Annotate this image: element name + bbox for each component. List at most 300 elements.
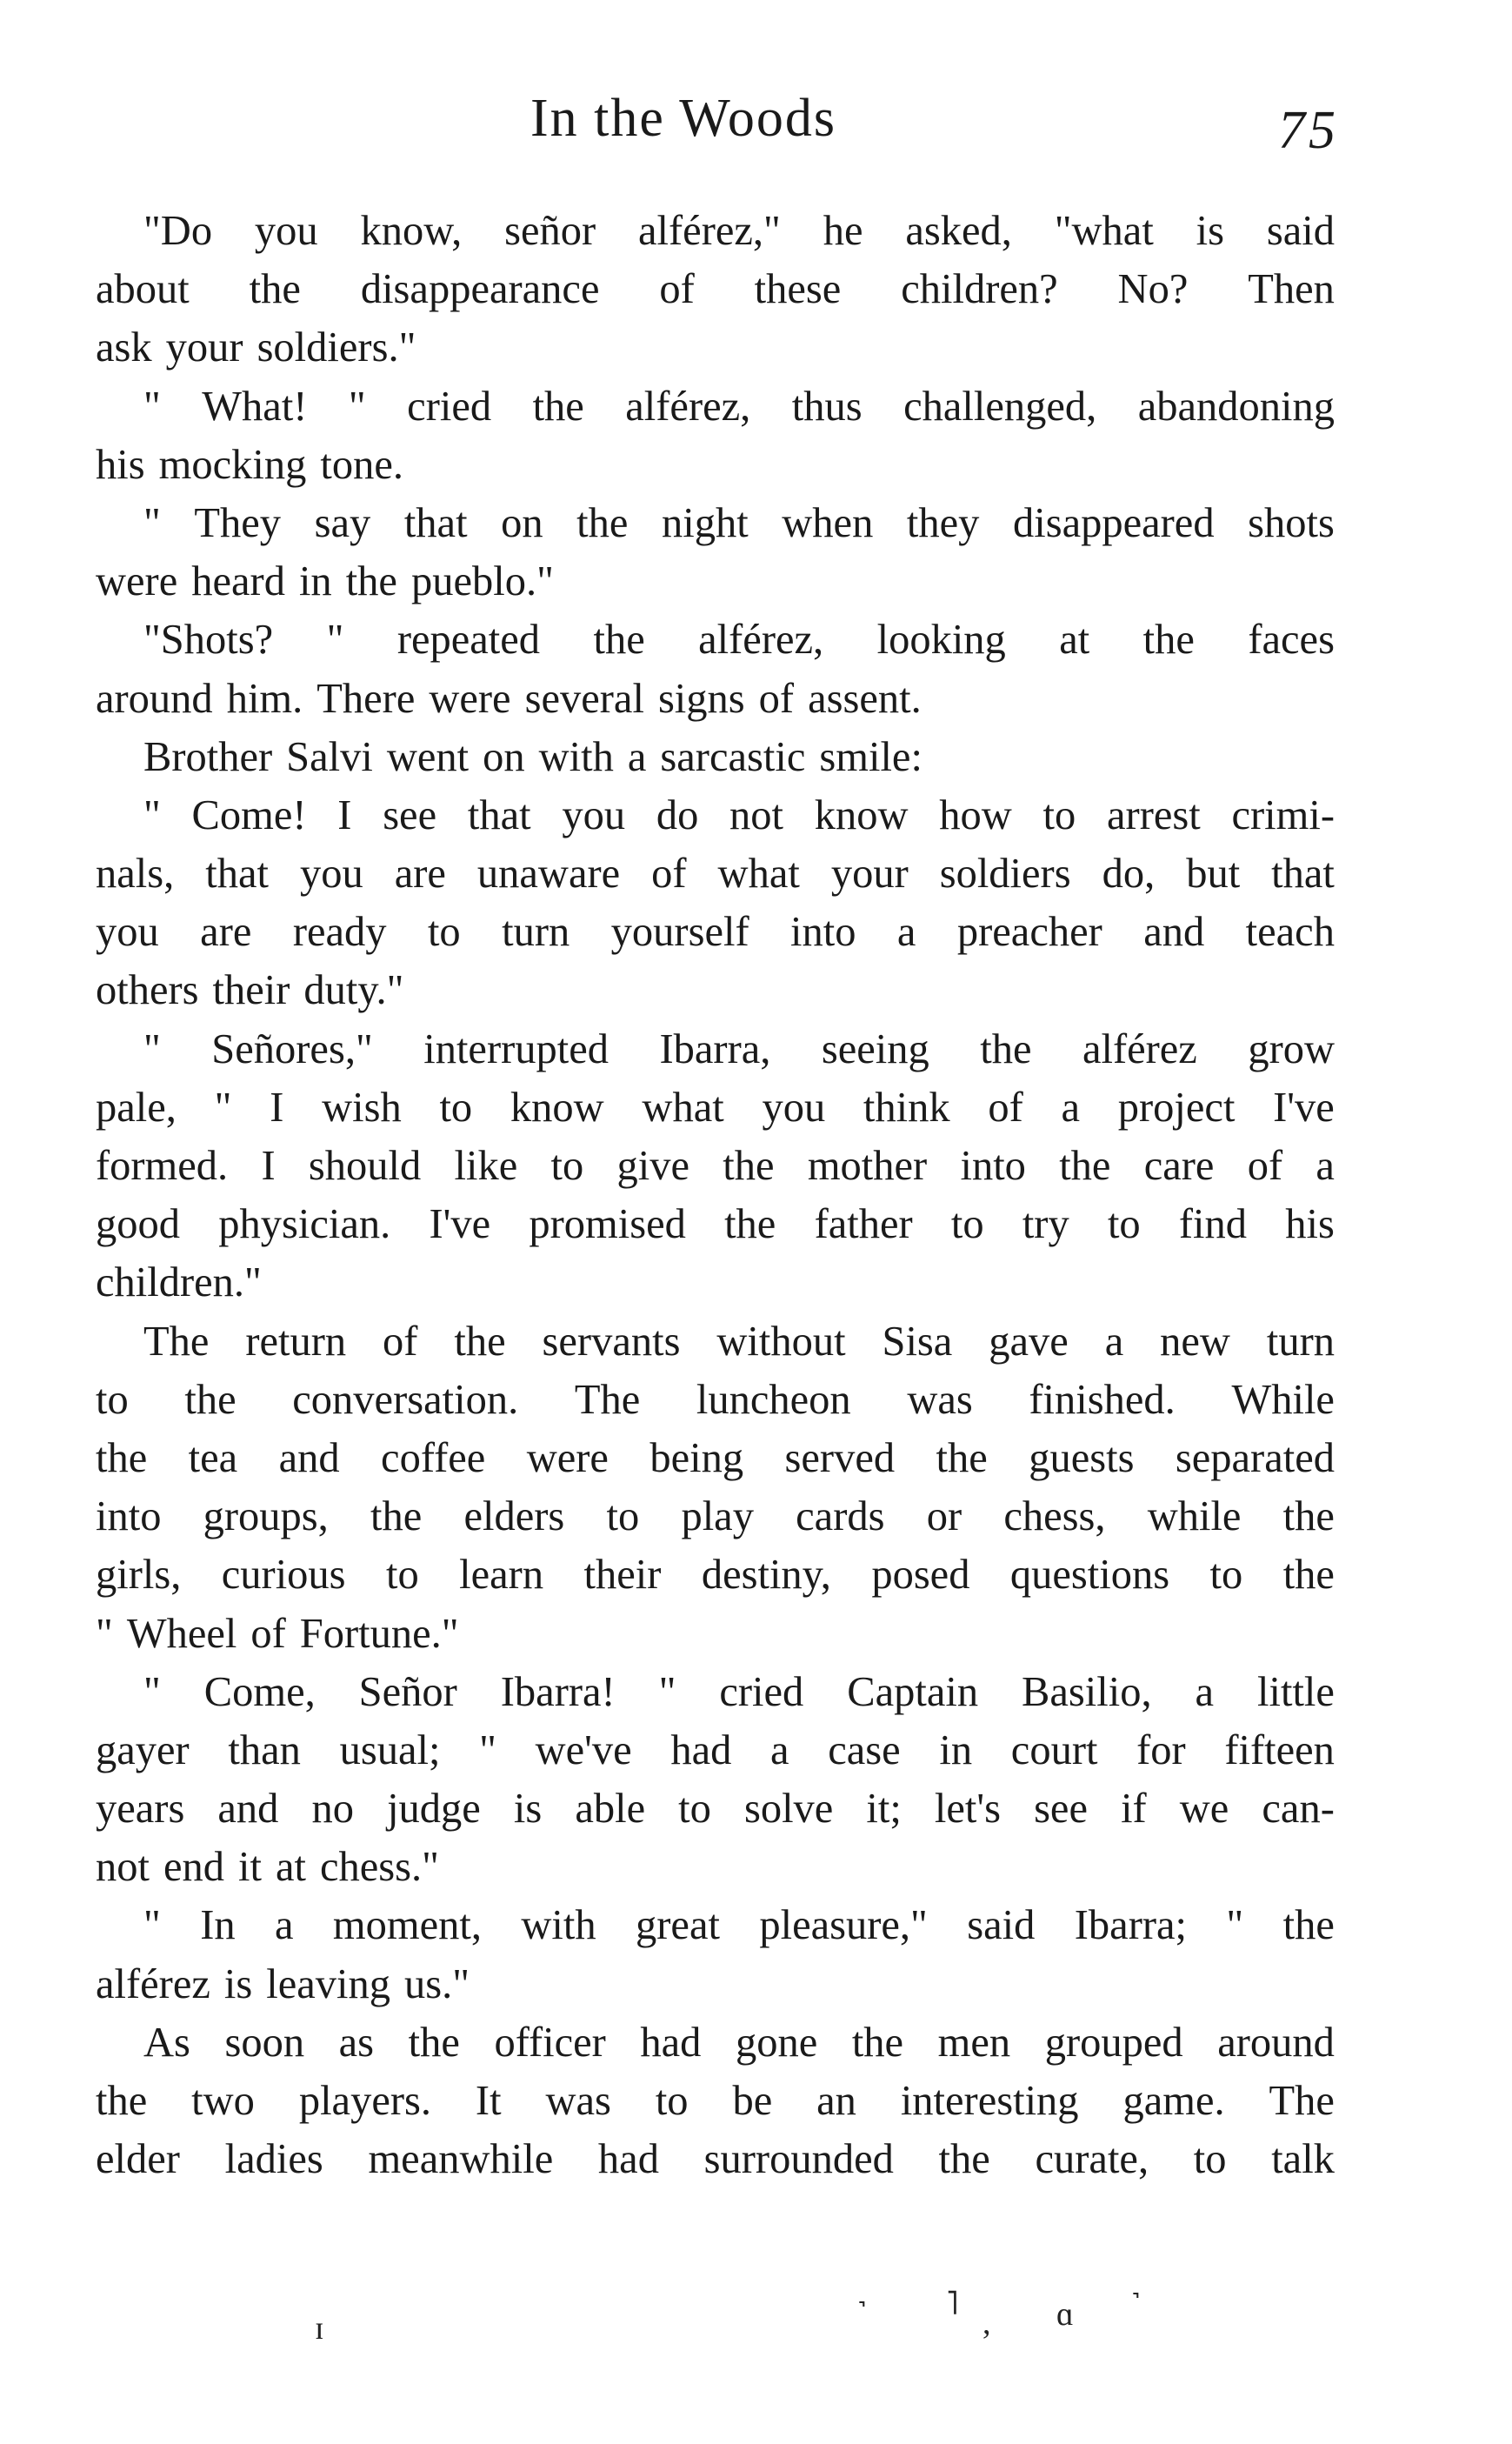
- word: señor: [504, 208, 596, 254]
- word: court: [1010, 1726, 1098, 1773]
- word: at: [1059, 617, 1090, 664]
- word: ": [143, 499, 161, 546]
- word: No?: [1117, 266, 1189, 313]
- word: physician.: [218, 1201, 391, 1248]
- word: ": [1226, 1902, 1244, 1949]
- word: play: [681, 1493, 754, 1540]
- word: you: [254, 208, 318, 254]
- word: new: [1160, 1318, 1230, 1365]
- word: you: [762, 1084, 826, 1131]
- text-line: [96, 1955, 1335, 2013]
- word: into: [960, 1143, 1026, 1189]
- word: moment,: [332, 1902, 482, 1949]
- word: separated: [1175, 1434, 1335, 1481]
- word: men: [937, 2019, 1011, 2066]
- word: disappeared: [1012, 499, 1215, 546]
- word: the: [454, 1318, 506, 1365]
- footer-scan-marks: [0, 2287, 1512, 2357]
- text-line: [96, 202, 1335, 260]
- word: a: [1195, 1668, 1215, 1715]
- word: signs: [657, 675, 745, 722]
- word: abandoning: [1137, 383, 1335, 430]
- word: is: [223, 1960, 253, 2007]
- word: Señor: [358, 1668, 457, 1715]
- word: I: [261, 1143, 276, 1189]
- word: about: [96, 266, 190, 313]
- word: a: [627, 733, 647, 780]
- word: cried: [719, 1668, 804, 1715]
- word: care: [1143, 1143, 1215, 1189]
- word: that: [205, 851, 269, 898]
- word: interrupted: [423, 1025, 609, 1072]
- word: mocking: [158, 441, 307, 488]
- word: Basilio,: [1022, 1668, 1152, 1715]
- word: fifteen: [1224, 1726, 1335, 1773]
- word: of: [758, 675, 795, 722]
- word: to: [550, 1143, 584, 1189]
- word: guests: [1029, 1434, 1135, 1481]
- word: say: [314, 499, 371, 546]
- word: of: [250, 1610, 286, 1657]
- word: alférez: [96, 1960, 210, 2007]
- word: with: [521, 1902, 596, 1949]
- text-line: [96, 1195, 1335, 1253]
- text-line: [96, 845, 1335, 903]
- word: pleasure,": [759, 1902, 928, 1949]
- word: coffee: [381, 1434, 486, 1481]
- word: learn: [459, 1552, 544, 1599]
- body-text: [96, 202, 1335, 2188]
- word: the: [408, 2019, 460, 2066]
- word: how: [939, 791, 1012, 838]
- word: it: [238, 1844, 262, 1891]
- word: a: [896, 909, 916, 956]
- word: around: [1217, 2019, 1335, 2066]
- word: Come,: [203, 1668, 316, 1715]
- word: the: [249, 266, 301, 313]
- scan-speck: ɑ: [1056, 2296, 1074, 2333]
- word: solve: [743, 1786, 834, 1833]
- word: ": [214, 1084, 232, 1131]
- word: of: [659, 266, 695, 313]
- word: ": [143, 791, 161, 838]
- word: ready: [292, 909, 387, 956]
- word: Salvi: [286, 733, 373, 780]
- word: groups,: [203, 1493, 329, 1540]
- word: great: [636, 1902, 720, 1949]
- word: soon: [224, 2019, 305, 2066]
- text-line: [96, 1487, 1335, 1546]
- word: soldiers: [939, 851, 1071, 898]
- scan-speck: ˺: [856, 2294, 868, 2331]
- word: and: [1143, 909, 1205, 956]
- word: you: [562, 791, 626, 838]
- word: a: [1316, 1143, 1335, 1189]
- word: of: [651, 851, 687, 898]
- word: their: [583, 1552, 662, 1599]
- word: the: [1282, 1493, 1335, 1540]
- text-line: [96, 1721, 1335, 1780]
- word: on: [483, 733, 525, 780]
- word: see: [1034, 1786, 1088, 1833]
- word: conversation.: [292, 1376, 519, 1423]
- text-line: [96, 1605, 1335, 1663]
- word: The: [1269, 2078, 1335, 2124]
- word: had: [640, 2019, 702, 2066]
- word: The: [574, 1376, 641, 1423]
- word: ": [143, 1668, 161, 1715]
- word: their: [212, 967, 290, 1014]
- word: children.": [96, 1259, 262, 1306]
- word: to: [1209, 1552, 1243, 1599]
- word: turn: [502, 909, 570, 956]
- word: pale,: [96, 1084, 177, 1131]
- word: it;: [866, 1786, 902, 1833]
- word: asked,: [905, 208, 1012, 254]
- word: smile:: [819, 733, 923, 780]
- word: is: [513, 1786, 543, 1833]
- word: What!: [202, 383, 308, 430]
- word: a: [1104, 1318, 1124, 1365]
- text-line: [96, 2072, 1335, 2130]
- word: not: [729, 791, 784, 838]
- word: the: [980, 1025, 1032, 1072]
- word: the: [723, 1143, 775, 1189]
- word: alférez,: [625, 383, 751, 430]
- word: the: [593, 617, 645, 664]
- word: see: [383, 791, 437, 838]
- word: as: [338, 2019, 375, 2066]
- running-head: [0, 83, 1512, 161]
- word: Sisa: [882, 1318, 953, 1365]
- word: crimi-: [1231, 791, 1335, 838]
- word: we: [1179, 1786, 1229, 1833]
- word: night: [662, 499, 749, 546]
- word: It: [475, 2078, 502, 2124]
- word: shots: [1248, 499, 1335, 546]
- word: the: [1142, 617, 1195, 664]
- text-line: [96, 552, 1335, 611]
- word: the: [532, 383, 584, 430]
- word: without: [716, 1318, 846, 1365]
- word: end: [163, 1844, 225, 1891]
- text-line: [96, 260, 1335, 318]
- text-line: [96, 1546, 1335, 1604]
- word: of: [1247, 1143, 1283, 1189]
- word: find: [1178, 1201, 1248, 1248]
- word: Ibarra,: [659, 1025, 771, 1072]
- text-line: [96, 1312, 1335, 1371]
- word: looking: [876, 617, 1006, 664]
- word: know: [510, 1084, 604, 1131]
- word: the: [1282, 1902, 1335, 1949]
- word: While: [1231, 1376, 1335, 1423]
- scan-speck: ɪ: [315, 2310, 324, 2347]
- word: into: [790, 909, 856, 956]
- text-line: [96, 436, 1335, 494]
- scan-speck: ,: [982, 2305, 991, 2341]
- word: sarcastic: [660, 733, 806, 780]
- word: children?: [901, 266, 1058, 313]
- word: ladies: [224, 2136, 323, 2183]
- word: ": [479, 1726, 496, 1773]
- word: The: [143, 1318, 210, 1365]
- word: Ibarra;: [1074, 1902, 1188, 1949]
- word: into: [96, 1493, 162, 1540]
- word: the: [936, 1434, 988, 1481]
- text-line: [96, 2013, 1335, 2072]
- word: heard: [191, 558, 285, 605]
- word: around: [96, 675, 213, 722]
- word: your: [830, 851, 909, 898]
- word: gave: [989, 1318, 1069, 1365]
- scan-speck: ˥: [946, 2286, 959, 2322]
- text-line: [96, 611, 1335, 669]
- word: his: [96, 441, 145, 488]
- word: the: [345, 558, 397, 605]
- word: were: [526, 1434, 609, 1481]
- word: cards: [796, 1493, 885, 1540]
- word: an: [816, 2078, 856, 2124]
- word: said: [967, 1902, 1036, 1949]
- word: father: [814, 1201, 913, 1248]
- word: that: [403, 499, 468, 546]
- word: tone.: [320, 441, 403, 488]
- word: tea: [188, 1434, 238, 1481]
- word: or: [926, 1493, 962, 1540]
- word: you: [299, 851, 363, 898]
- word: two: [191, 2078, 255, 2124]
- word: "what: [1054, 208, 1154, 254]
- word: a: [275, 1902, 294, 1949]
- word: Brother: [143, 733, 273, 780]
- word: a: [1061, 1084, 1081, 1131]
- word: him.: [226, 675, 303, 722]
- word: served: [784, 1434, 896, 1481]
- text-line: [96, 377, 1335, 436]
- word: As: [143, 2019, 190, 2066]
- word: unaware: [476, 851, 621, 898]
- word: do: [656, 791, 699, 838]
- word: I've: [1273, 1084, 1335, 1131]
- word: challenged,: [903, 383, 1097, 430]
- word: Then: [1248, 266, 1335, 313]
- text-line: [96, 1780, 1335, 1838]
- word: the: [370, 1493, 423, 1540]
- word: ": [143, 1902, 161, 1949]
- word: are: [200, 909, 252, 956]
- word: the: [96, 2078, 148, 2124]
- word: cried: [407, 383, 492, 430]
- word: ": [96, 1610, 113, 1657]
- word: usual;: [339, 1726, 441, 1773]
- word: ask: [96, 324, 152, 371]
- text-line: [96, 1896, 1335, 1954]
- word: gone: [735, 2019, 818, 2066]
- word: the: [724, 1201, 776, 1248]
- word: elders: [463, 1493, 565, 1540]
- word: preacher: [956, 909, 1102, 956]
- word: girls,: [96, 1552, 182, 1599]
- word: officer: [494, 2019, 606, 2066]
- word: several: [524, 675, 644, 722]
- word: know: [814, 791, 909, 838]
- text-line: [96, 494, 1335, 552]
- word: others: [96, 967, 199, 1014]
- word: talk: [1271, 2136, 1335, 2183]
- word: like: [454, 1143, 518, 1189]
- word: he: [823, 208, 863, 254]
- word: to: [96, 1376, 129, 1423]
- word: years: [96, 1786, 185, 1833]
- word: servants: [542, 1318, 681, 1365]
- word: to: [1042, 791, 1076, 838]
- word: went: [386, 733, 470, 780]
- text-line: [96, 1253, 1335, 1312]
- word: repeated: [396, 617, 541, 664]
- word: was: [907, 1376, 973, 1423]
- word: "Do: [143, 208, 213, 254]
- text-line: [96, 961, 1335, 1019]
- word: try: [1022, 1201, 1069, 1248]
- word: not: [96, 1844, 150, 1891]
- word: know,: [360, 208, 463, 254]
- word: disappearance: [360, 266, 600, 313]
- word: return: [245, 1318, 347, 1365]
- word: of: [988, 1084, 1023, 1131]
- word: was: [545, 2078, 611, 2124]
- word: to: [655, 2078, 689, 2124]
- word: Come!: [191, 791, 307, 838]
- word: for: [1136, 1726, 1186, 1773]
- word: these: [754, 266, 842, 313]
- word: can-: [1262, 1786, 1335, 1833]
- word: chess.": [319, 1844, 439, 1891]
- word: to: [678, 1786, 711, 1833]
- word: alférez: [1082, 1025, 1197, 1072]
- word: There: [316, 675, 416, 722]
- word: duty.": [303, 967, 404, 1014]
- word: arrest: [1107, 791, 1201, 838]
- word: alférez,": [638, 208, 781, 254]
- word: Señores,": [211, 1025, 373, 1072]
- word: the: [1282, 1552, 1335, 1599]
- word: ": [348, 383, 366, 430]
- word: if: [1121, 1786, 1147, 1833]
- text-line: [96, 786, 1335, 845]
- word: Fortune.": [299, 1610, 459, 1657]
- word: being: [649, 1434, 744, 1481]
- word: to: [439, 1084, 473, 1131]
- word: should: [308, 1143, 422, 1189]
- word: They: [194, 499, 282, 546]
- text-line: [96, 1429, 1335, 1487]
- word: ": [143, 1025, 161, 1072]
- text-line: [96, 318, 1335, 377]
- word: Wheel: [126, 1610, 237, 1657]
- word: and: [278, 1434, 340, 1481]
- word: curious: [221, 1552, 346, 1599]
- word: yourself: [610, 909, 749, 956]
- word: surrounded: [703, 2136, 894, 2183]
- text-line: [96, 1137, 1335, 1195]
- word: meanwhile: [368, 2136, 554, 2183]
- word: in: [298, 558, 332, 605]
- word: the: [1059, 1143, 1111, 1189]
- word: were: [429, 675, 511, 722]
- word: turn: [1266, 1318, 1335, 1365]
- word: at: [275, 1844, 306, 1891]
- word: "Shots?: [143, 617, 274, 664]
- word: interesting: [900, 2078, 1079, 2124]
- word: of: [383, 1318, 418, 1365]
- word: to: [606, 1493, 640, 1540]
- word: the: [96, 1434, 148, 1481]
- word: players.: [298, 2078, 432, 2124]
- word: luncheon: [696, 1376, 851, 1423]
- word: you: [96, 909, 159, 956]
- word: wish: [322, 1084, 402, 1131]
- text-line: [96, 728, 1335, 786]
- word: said: [1266, 208, 1335, 254]
- word: I: [337, 791, 352, 838]
- word: Ibarra!: [500, 1668, 616, 1715]
- word: judge: [387, 1786, 481, 1833]
- word: us.": [404, 1960, 470, 2007]
- word: leaving: [266, 1960, 391, 2007]
- word: posed: [871, 1552, 970, 1599]
- word: curate,: [1035, 2136, 1149, 2183]
- word: Captain: [847, 1668, 979, 1715]
- word: your: [165, 324, 243, 371]
- word: his: [1285, 1201, 1335, 1248]
- word: do,: [1102, 851, 1156, 898]
- word: faces: [1248, 617, 1335, 664]
- word: had: [597, 2136, 659, 2183]
- text-line: [96, 1371, 1335, 1429]
- word: to: [950, 1201, 984, 1248]
- word: and: [217, 1786, 279, 1833]
- running-title: In the Woods: [530, 89, 836, 148]
- word: gayer: [96, 1726, 190, 1773]
- text-line: [96, 2130, 1335, 2188]
- word: questions: [1009, 1552, 1170, 1599]
- word: the: [184, 1376, 236, 1423]
- word: than: [228, 1726, 301, 1773]
- word: ": [658, 1668, 676, 1715]
- word: to: [427, 909, 461, 956]
- word: nals,: [96, 851, 175, 898]
- word: to: [1193, 2136, 1227, 2183]
- word: ": [143, 383, 161, 430]
- word: promised: [529, 1201, 686, 1248]
- word: thus: [791, 383, 863, 430]
- word: game.: [1122, 2078, 1225, 2124]
- word: were: [96, 558, 178, 605]
- text-line: [96, 903, 1335, 961]
- text-line: [96, 1078, 1335, 1137]
- word: to: [1107, 1201, 1141, 1248]
- word: with: [538, 733, 614, 780]
- word: destiny,: [701, 1552, 831, 1599]
- word: grouped: [1044, 2019, 1183, 2066]
- word: ": [326, 617, 344, 664]
- word: what: [717, 851, 800, 898]
- word: in: [939, 1726, 973, 1773]
- word: mother: [807, 1143, 928, 1189]
- word: elder: [96, 2136, 180, 2183]
- word: give: [616, 1143, 690, 1189]
